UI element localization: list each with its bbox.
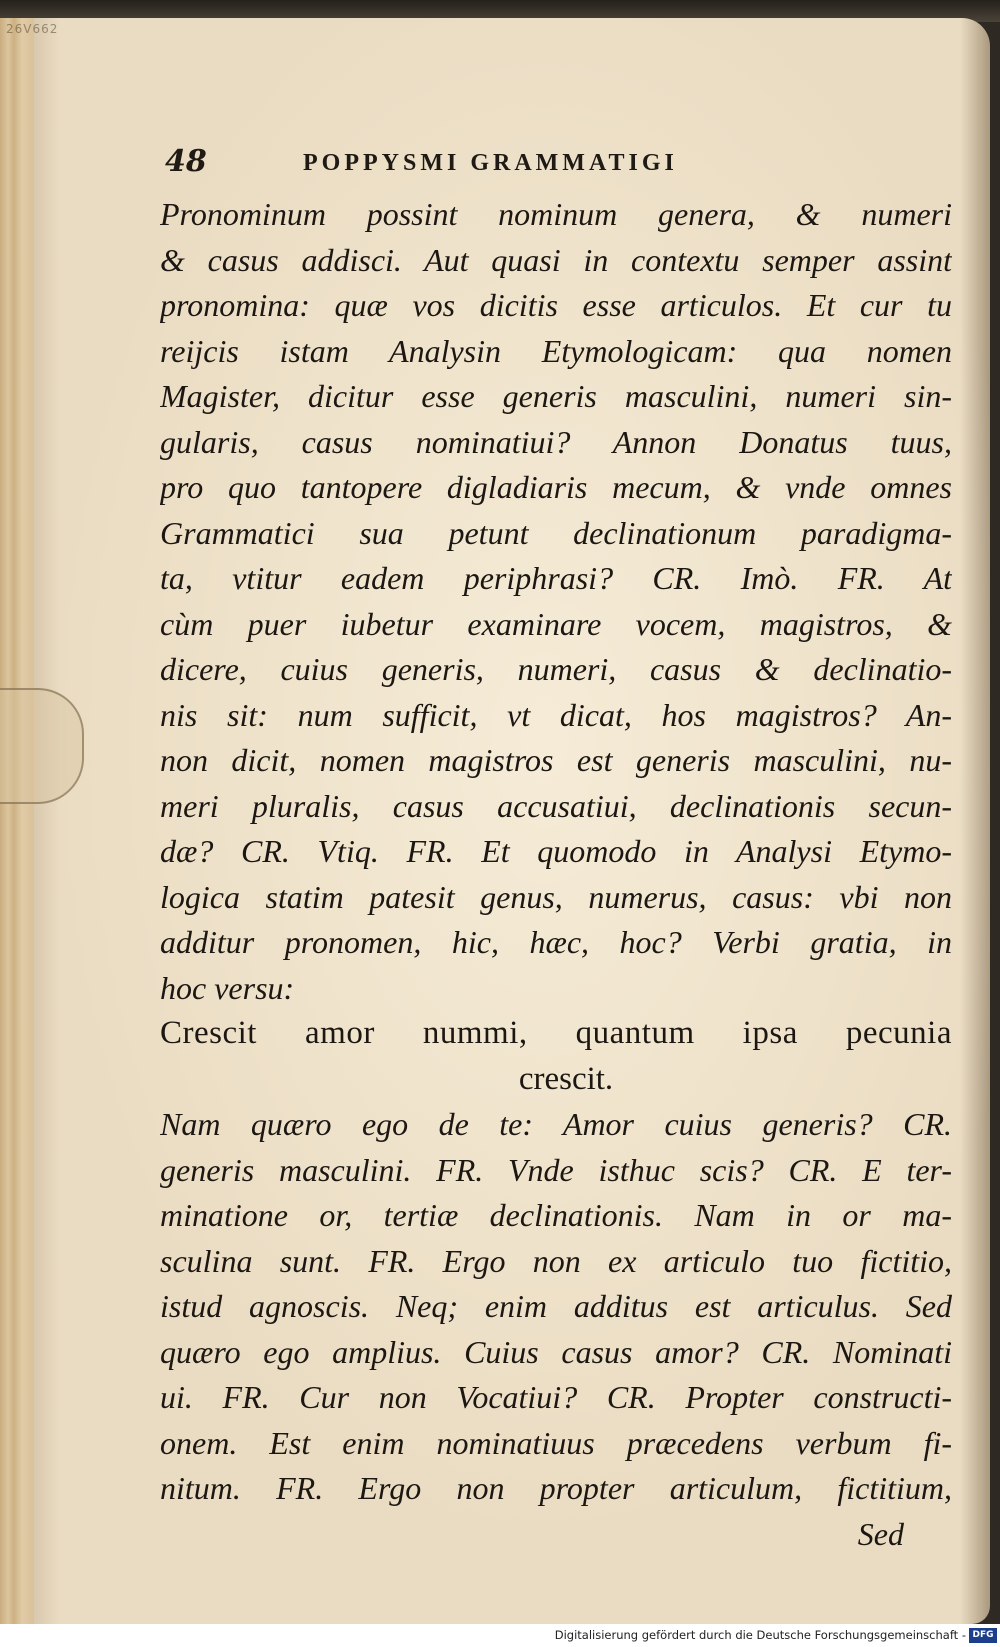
text-line: ta, vtitur eadem periphrasi? CR. Imò. FR. At: [160, 560, 952, 596]
text-line: minatione or, tertiæ declinationis. Nam in or ma-: [160, 1197, 952, 1233]
funding-credit: Digitalisierung gefördert durch die Deutsche Forschungsgemeinschaft -: [554, 1628, 966, 1642]
scan-id-mark: 26V662: [6, 22, 59, 36]
page-header: [165, 144, 805, 188]
text-line: nitum. FR. Ergo non propter articulum, fictitium,: [160, 1470, 952, 1506]
text-line: pronomina: quæ vos dicitis esse articulos. Et cur tu: [160, 287, 952, 323]
text-line: hoc versu:: [160, 969, 295, 1006]
digitization-footer: [0, 1624, 1000, 1647]
text-line: dicere, cuius generis, numeri, casus & declinatio-: [160, 651, 952, 687]
text-line: gularis, casus nominatiui? Annon Donatus tuus,: [160, 423, 952, 460]
text-line: quæro ego amplius. Cuius casus amor? CR. Nominati: [160, 1333, 952, 1370]
page-number: 48: [165, 144, 207, 179]
page-tab-mark: [0, 688, 84, 804]
text-line: meri pluralis, casus accusatiui, declinationis secun-: [160, 787, 952, 824]
text-line: pro quo tantopere digladiaris mecum, & vnde omnes: [160, 469, 952, 505]
page-gutter: [0, 18, 34, 1624]
running-title: POPPYSMI GRAMMATIGI: [303, 150, 678, 176]
text-line: non dicit, nomen magistros est generis masculini, nu-: [160, 742, 952, 778]
text-line: reijcis istam Analysin Etymologicam: qua nomen: [160, 332, 952, 369]
text-line: Magister, dicitur esse generis masculini, numeri sin-: [160, 378, 952, 414]
body-text: [160, 192, 952, 1557]
text-line: cùm puer iubetur examinare vocem, magistros, &: [160, 605, 952, 642]
text-line: & casus addisci. Aut quasi in contextu semper assint: [160, 241, 952, 278]
catchword: Sed: [857, 1515, 904, 1552]
text-line: nis sit: num sufficit, vt dicat, hos magistros? An-: [160, 696, 952, 733]
text-line: sculina sunt. FR. Ergo non ex articulo tuo fictitio,: [160, 1242, 952, 1279]
verse-line-continuation: crescit.: [518, 1060, 614, 1097]
text-line: additur pronomen, hic, hæc, hoc? Verbi gratia, in: [160, 924, 952, 960]
text-line: Pronominum possint nominum genera, & numeri: [160, 196, 952, 232]
text-line: dæ? CR. Vtiq. FR. Et quomodo in Analysi Etymo-: [160, 833, 952, 869]
text-line: istud agnoscis. Neq; enim additus est articulus. Sed: [160, 1288, 952, 1324]
text-line: onem. Est enim nominatiuus præcedens verbum fi-: [160, 1424, 952, 1461]
verse-line: Crescit amor nummi, quantum ipsa pecunia: [160, 1015, 952, 1051]
text-line: Nam quæro ego de te: Amor cuius generis? CR.: [160, 1106, 952, 1142]
text-line: ui. FR. Cur non Vocatiui? CR. Propter constructi-: [160, 1379, 952, 1415]
text-line: generis masculini. FR. Vnde isthuc scis? CR. E ter-: [160, 1151, 952, 1188]
text-line: logica statim patesit genus, numerus, casus: vbi non: [160, 878, 952, 915]
text-line: Grammatici sua petunt declinationum paradigma-: [160, 514, 952, 551]
dfg-logo-icon: DFG: [969, 1628, 997, 1643]
